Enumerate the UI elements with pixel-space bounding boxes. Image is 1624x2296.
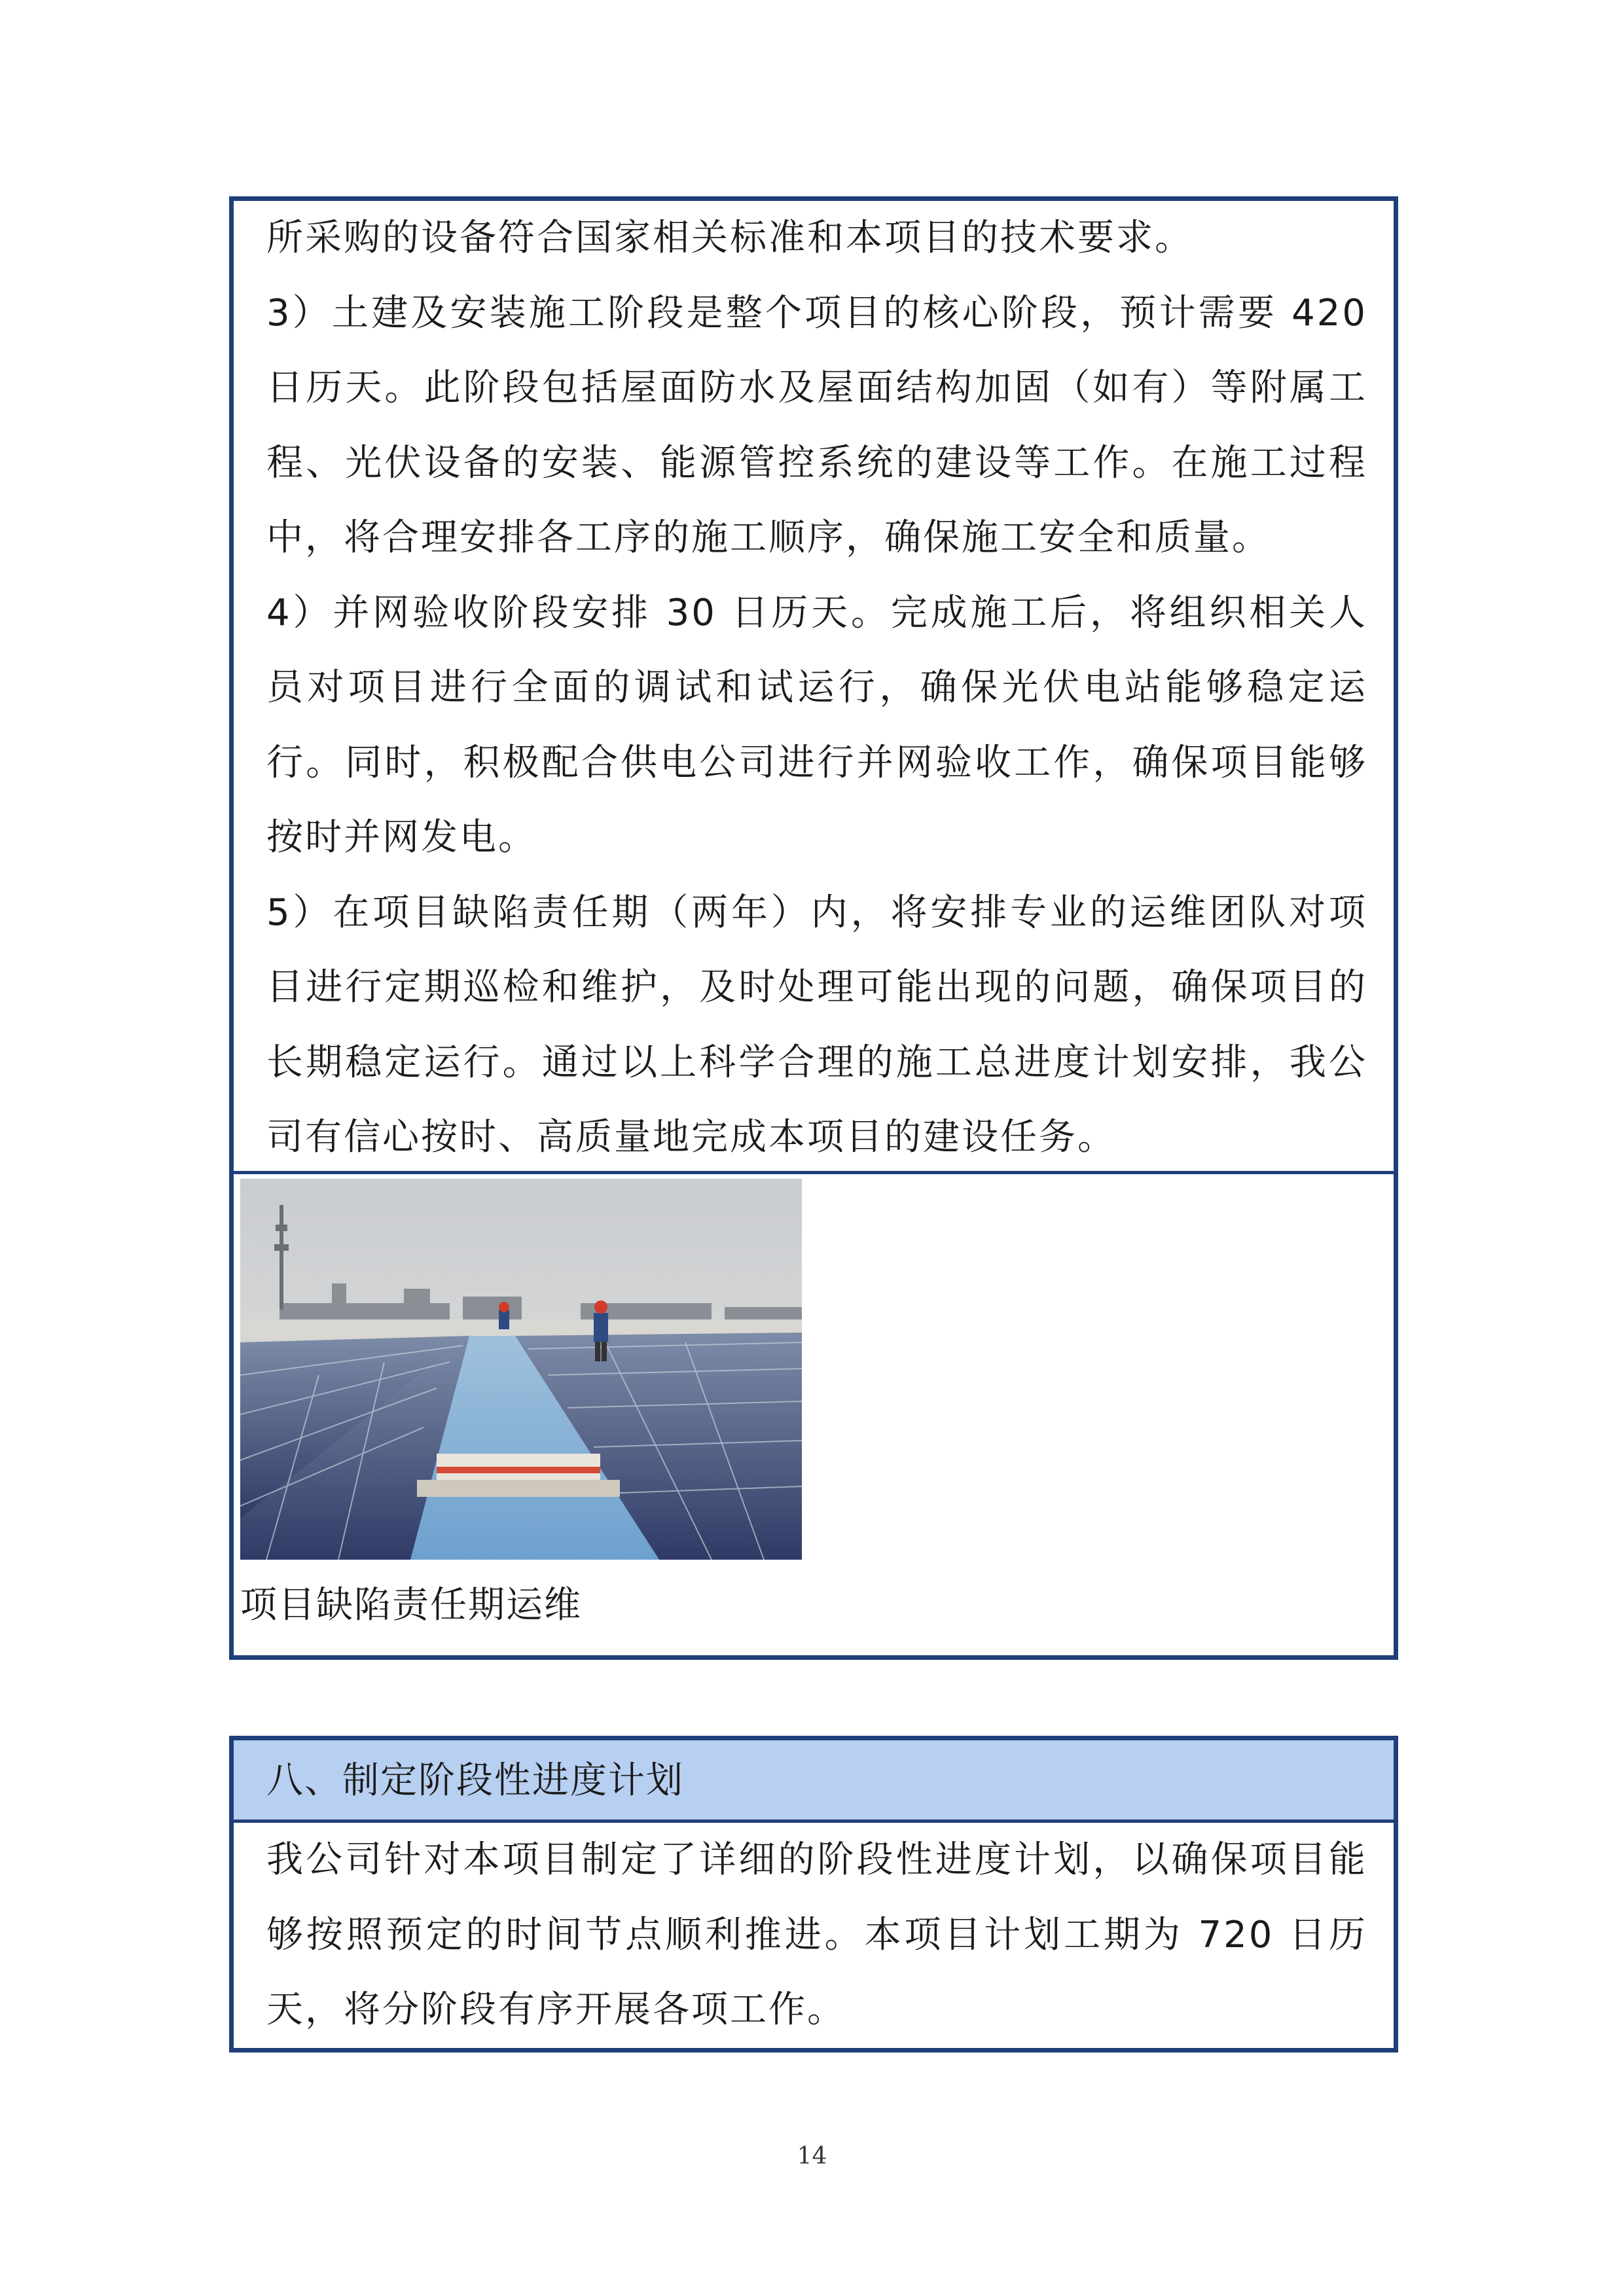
construction-body-text: 所采购的设备符合国家相关标准和本项目的技术要求。 3）土建及安装施工阶段是整个项目的核心阶段，预计需要 420 日历天。此阶段包括屋面防水及屋面结构加固（如有）等附属工程、光伏设备的安装、能源管控系统的建设等工作。在施工过程中，将合理安排各工序的施工顺序，确保施工安全和质量。 4）并网验收阶段安排 30 日历天。完成施工后，将组织相关人员对项目进行全面的调试和试运行，确保光伏电站能够稳定运行。同时，积极配合供电公司进行并网验收工作，确保项目能够按时并网发电。 5）在项目缺陷责任期（两年）内，将安排专业的运维团队对项目进行定期巡检和维护，及时处理可能出现的问题，确保项目的长期稳定运行。通过以上科学合理的施工总进度计划安排，我公司有信心按时、高质量地完成本项目的建设任务。 — [266, 217, 1367, 1158]
rooftop-solar-illustration — [240, 1179, 802, 1560]
section-box-construction — [229, 196, 1398, 1660]
section-heading: 八、制定阶段性进度计划 — [266, 1759, 684, 1802]
photo-caption: 项目缺陷责任期运维 — [240, 1584, 582, 1626]
phase-plan-body-text: 我公司针对本项目制定了详细的阶段性进度计划，以确保项目能够按照预定的时间节点顺利推进。本项目计划工期为 720 日历天，将分阶段有序开展各项工作。 — [266, 1839, 1367, 2031]
section-box-phase-plan — [229, 1736, 1398, 2053]
section-divider — [234, 1171, 1394, 1174]
rooftop-solar-photo — [240, 1179, 802, 1560]
section-heading-bar — [234, 1740, 1394, 1823]
page-number: 14 — [797, 2143, 827, 2170]
